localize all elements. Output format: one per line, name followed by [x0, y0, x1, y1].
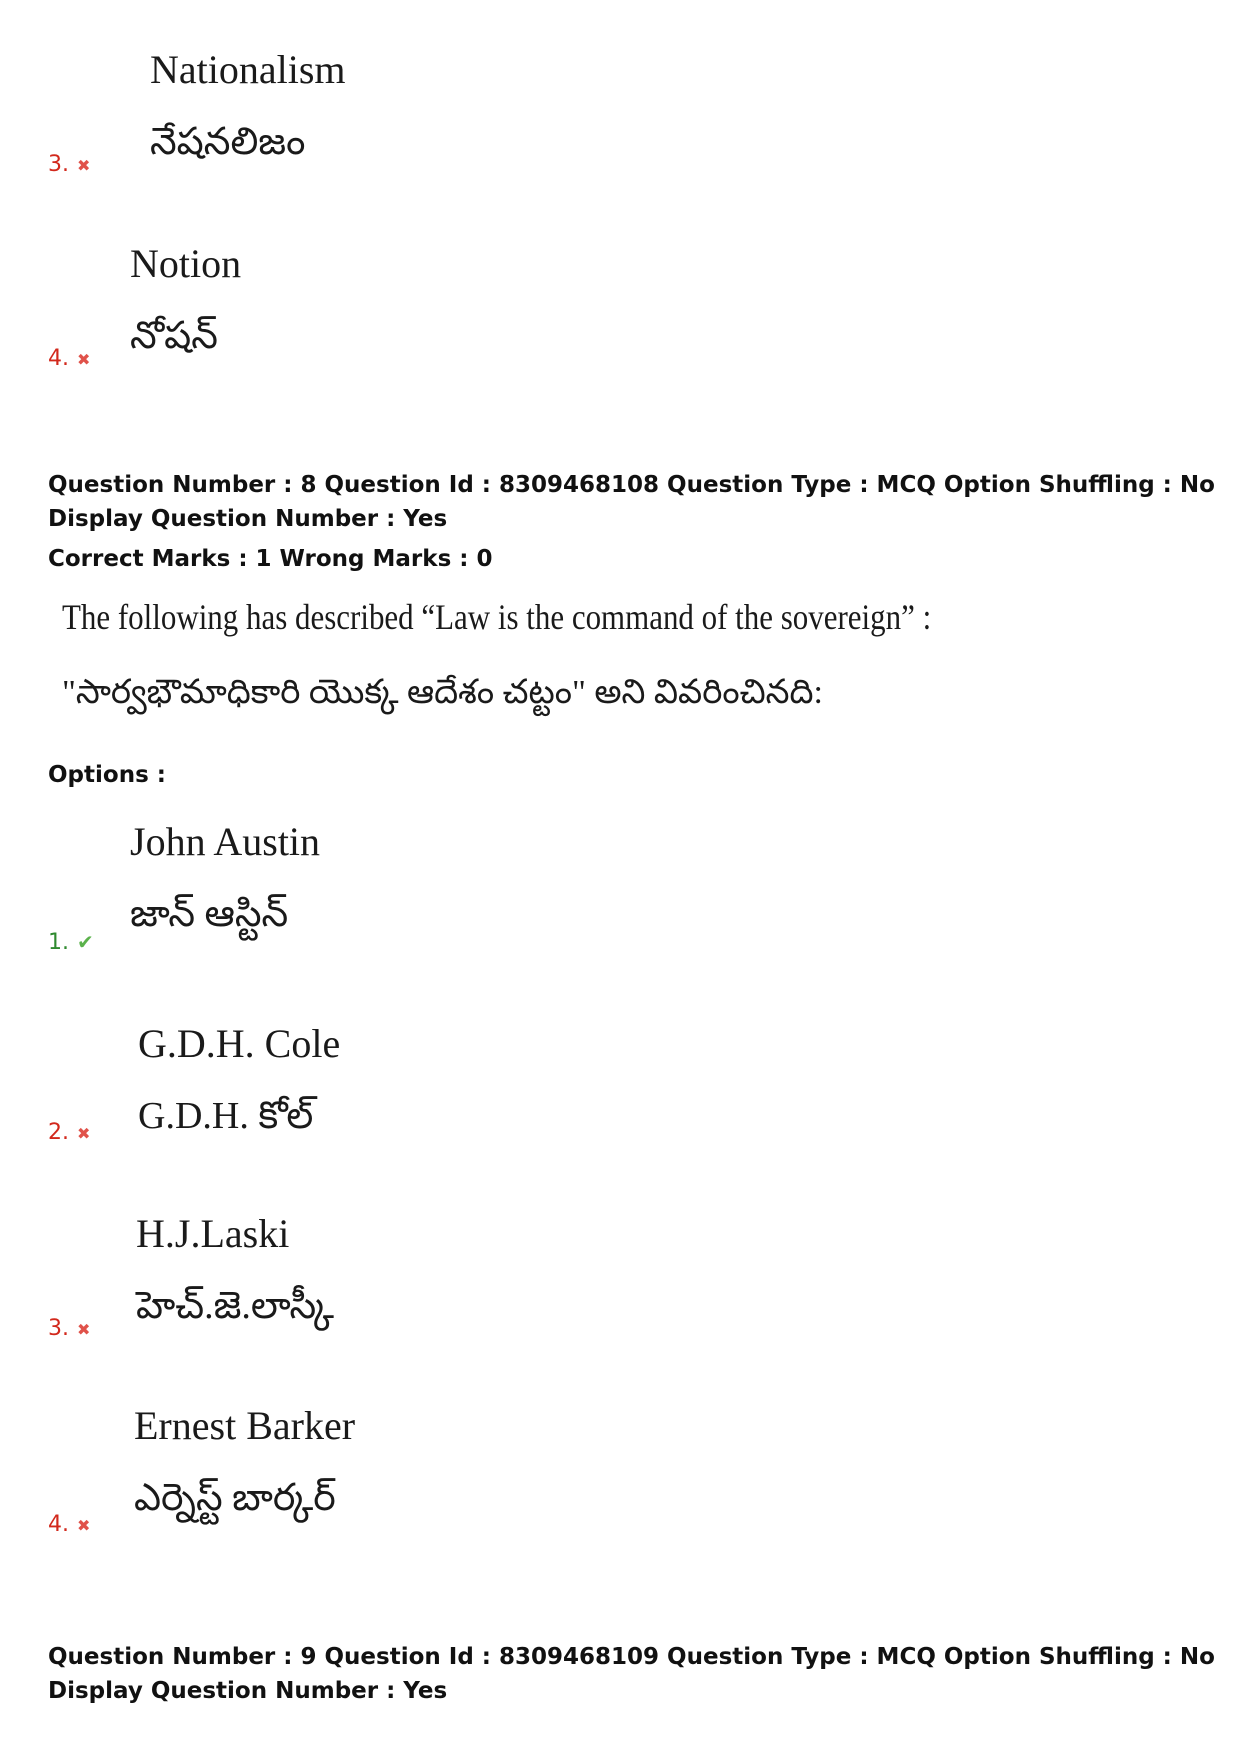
q9-meta-line2: Display Question Number : Yes	[48, 1678, 448, 1704]
q8-option-3-telugu: హెచ్.జె.లాస్కీ	[136, 1285, 334, 1327]
option-number-label: 2.	[48, 1120, 69, 1145]
q8-option-1-english: John Austin	[130, 819, 321, 864]
q8-marks-line: Correct Marks : 1 Wrong Marks : 0	[48, 546, 493, 572]
q8-option-4-english: Ernest Barker	[134, 1403, 356, 1448]
wrong-cross-icon: ✖	[77, 350, 91, 369]
q8-option-4-telugu: ఎర్నెస్ట్ బార్కర్	[134, 1477, 336, 1519]
prev-option-3-telugu: నేషనలిజం	[150, 121, 306, 163]
q8-option-3-english: H.J.Laski	[136, 1211, 290, 1256]
prev-option-4-telugu: నోషన్	[130, 315, 218, 357]
prev-option-3-english: Nationalism	[150, 47, 346, 92]
q8-options-label: Options :	[48, 762, 166, 788]
option-number-label: 3.	[48, 1316, 69, 1341]
wrong-cross-icon: ✖	[77, 1516, 91, 1535]
option-number-label: 4.	[48, 346, 69, 371]
q9-meta-line1: Question Number : 9 Question Id : 8309468109 Question Type : MCQ Option Shuffling : No	[48, 1644, 1215, 1670]
q8-option-2-english: G.D.H. Cole	[138, 1021, 341, 1066]
q8-option-2-number	[48, 1120, 90, 1145]
q8-meta-line1: Question Number : 8 Question Id : 8309468108 Question Type : MCQ Option Shuffling : No	[48, 472, 1215, 498]
q8-meta-line2: Display Question Number : Yes	[48, 506, 448, 532]
q8-question-telugu: "సార్వభౌమాధికారి యొక్క ఆదేశం చట్టం" అని వివరించినది:	[62, 674, 823, 711]
q8-option-4-number	[48, 1512, 90, 1537]
q8-option-3-number	[48, 1316, 90, 1341]
correct-check-icon: ✔	[77, 930, 94, 954]
q8-question-english: The following has described “Law is the command of the sovereign” :	[62, 597, 932, 637]
prev-option-4-english: Notion	[130, 241, 242, 286]
wrong-cross-icon: ✖	[77, 156, 91, 175]
option-number-label: 4.	[48, 1512, 69, 1537]
q8-option-1-number	[48, 930, 94, 955]
wrong-cross-icon: ✖	[77, 1320, 91, 1339]
wrong-cross-icon: ✖	[77, 1124, 91, 1143]
option-number-label: 1.	[48, 930, 69, 955]
q8-option-2-telugu: G.D.H. కోల్	[138, 1095, 314, 1137]
q8-option-1-telugu: జాన్ ఆస్టిన్	[130, 893, 289, 935]
prev-option-3-number	[48, 152, 90, 177]
option-number-label: 3.	[48, 152, 69, 177]
prev-option-4-number	[48, 346, 90, 371]
